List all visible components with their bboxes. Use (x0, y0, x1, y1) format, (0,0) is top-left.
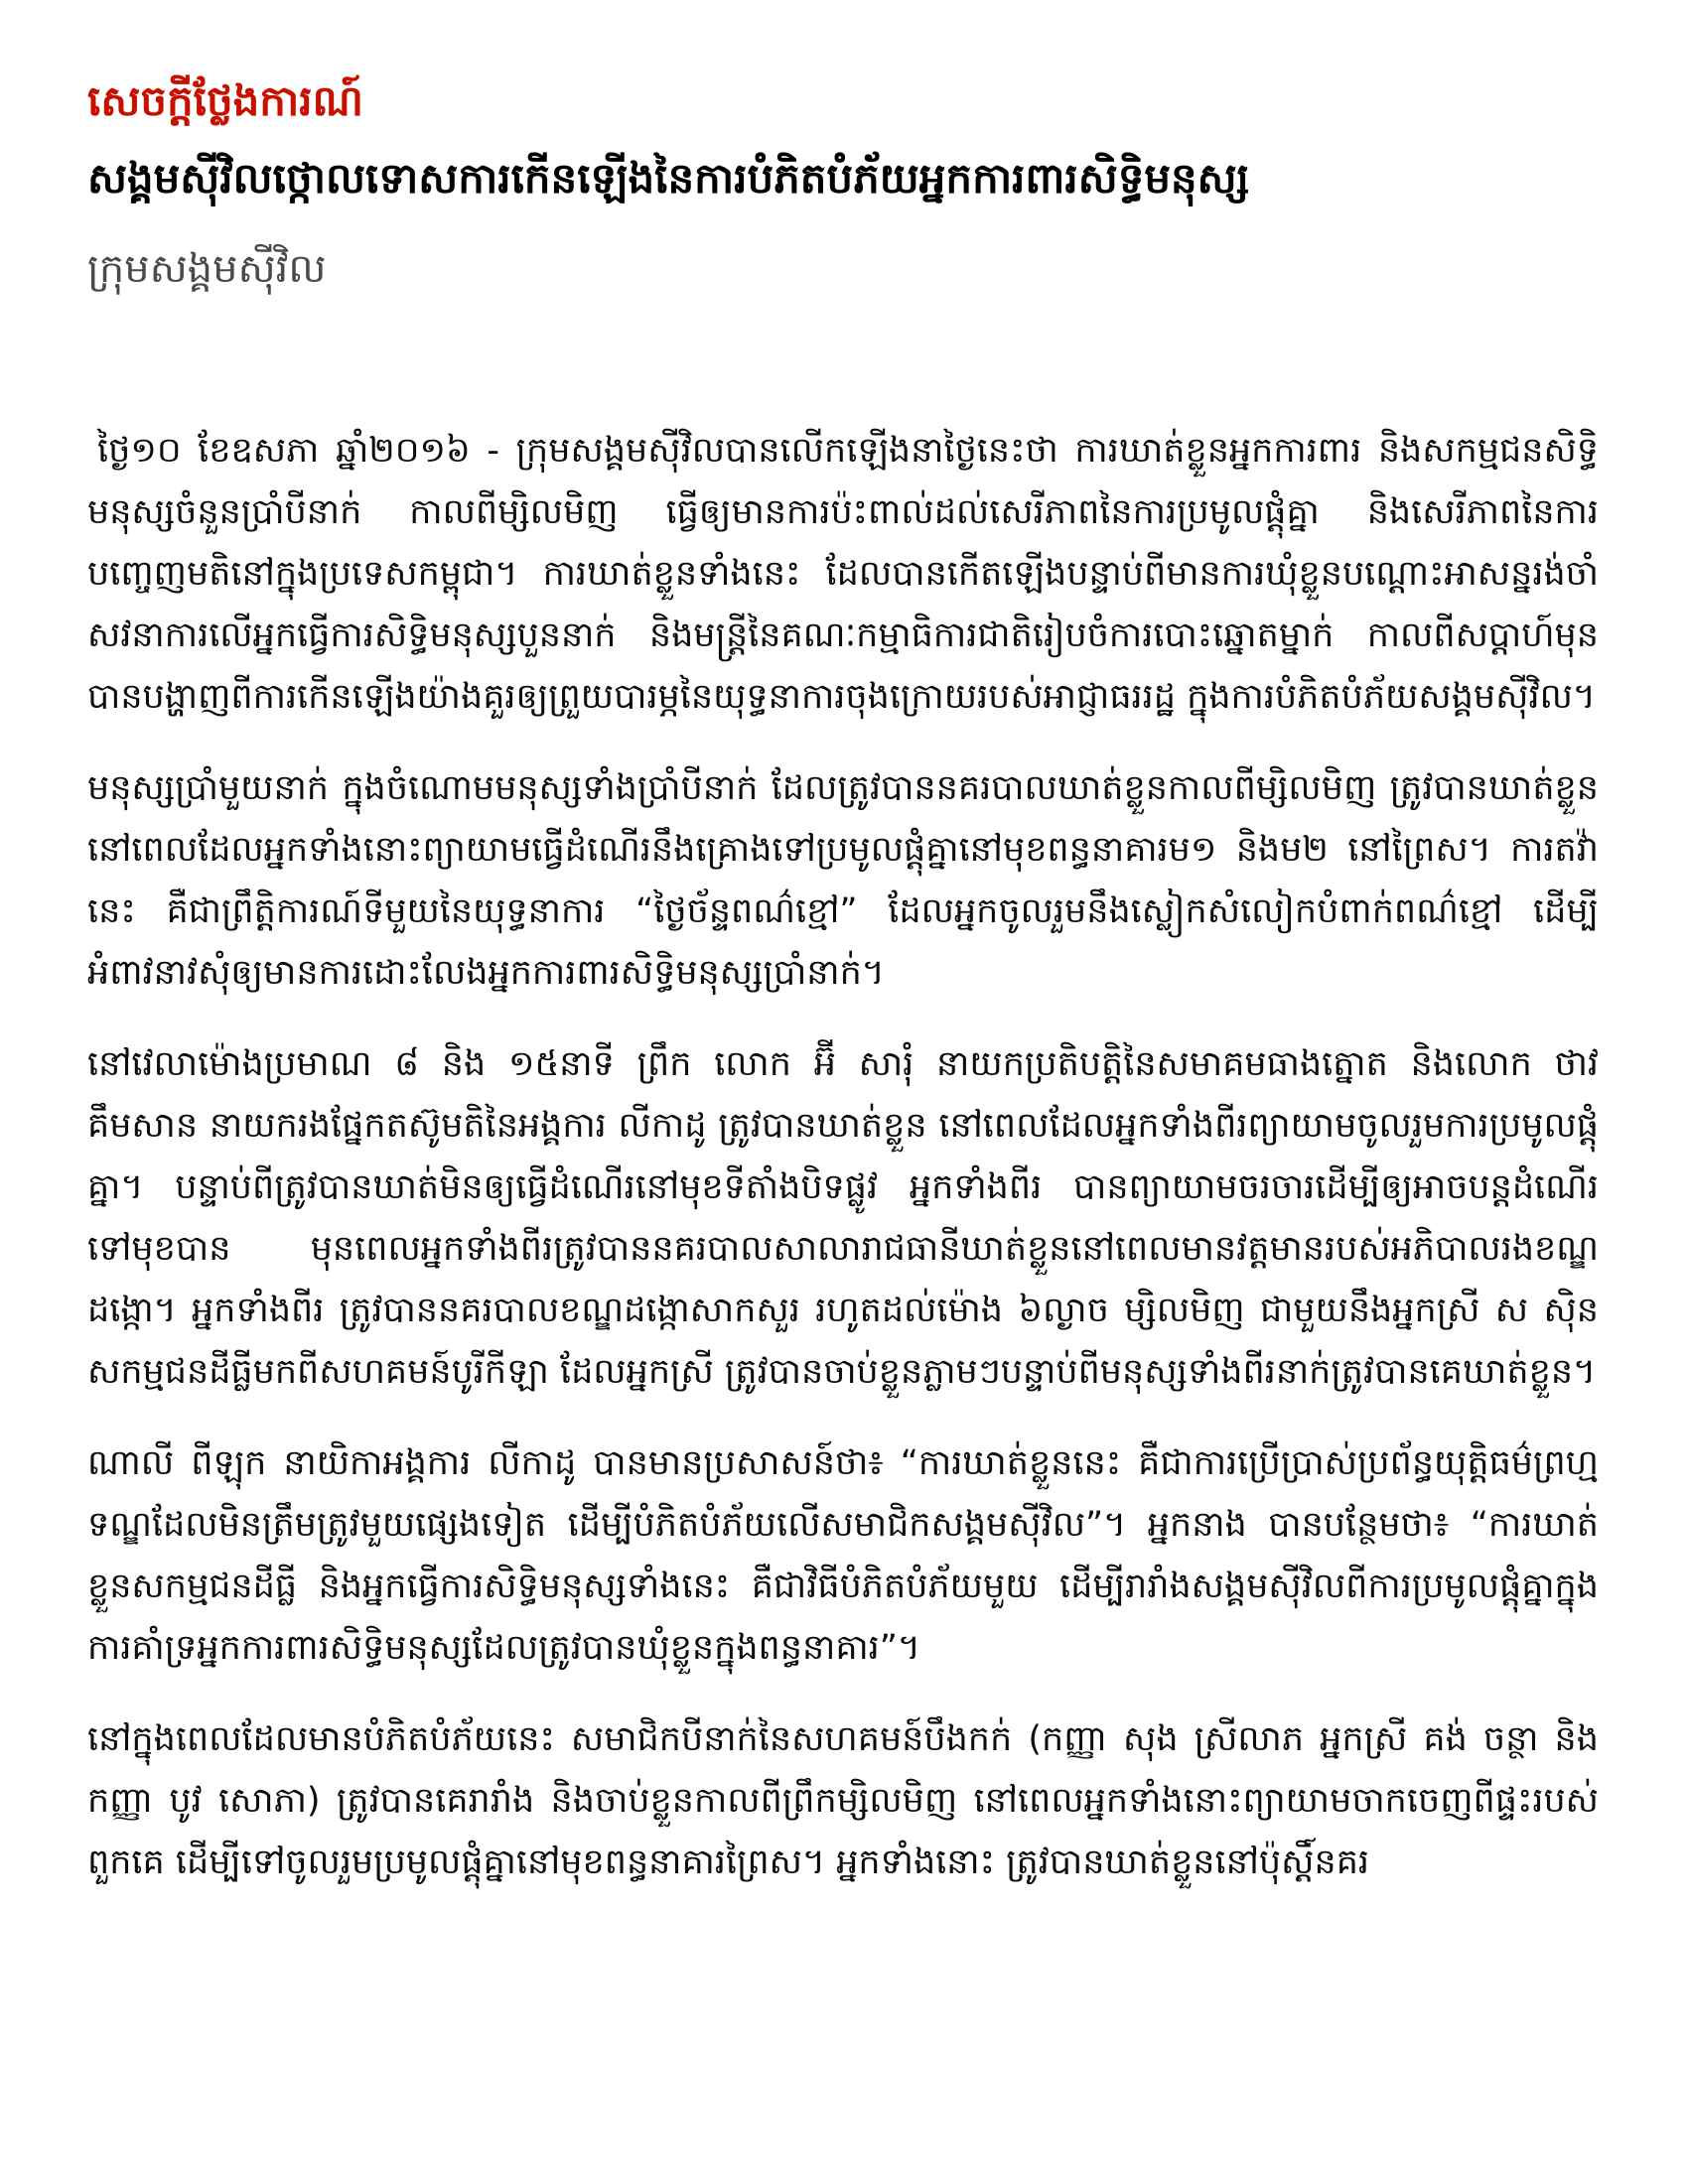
statement-kicker: សេចក្តីថ្លែងការណ៍ (87, 76, 363, 125)
article-body (87, 420, 1599, 1893)
paragraph-arrests: មនុស្សប្រាំមួយនាក់ ក្នុងចំណោមមនុស្សទាំងប្រាំបីនាក់ ដែលត្រូវបាននគរបាលឃាត់ខ្លួនកាលពីម្សិលមិញ ត្រូវបានឃាត់ខ្លួន នៅពេលដែលអ្នកទាំងនោះព្យាយាមធ្វើដំណើរនឹងគ្រោងទៅប្រមូលផ្តុំគ្នានៅមុខពន្ធនាគារម១ និងម២ នៅព្រៃស។ ការតវ៉ានេះ គឺជាព្រឹត្តិការណ៍ទីមួយនៃយុទ្ធនាការ “ថ្ងៃច័ន្ទពណ៌ខ្មៅ” ដែលអ្នកចូលរួមនឹងស្លៀកសំលៀកបំពាក់ពណ៌ខ្មៅ ដើម្បីអំពាវនាវសុំឲ្យមានការដោះលែងអ្នកការពារសិទ្ធិមនុស្សប្រាំនាក់។ (87, 768, 1599, 994)
byline: ក្រុមសង្គមស៊ីវិល (87, 246, 327, 293)
paragraph-quote: ណាលី ពីឡុក នាយិកាអង្គការ លីកាដូ បានមានប្រសាសន៍ថា៖ “ការឃាត់ខ្លួននេះ គឺជាការប្រើប្រាស់ប្រព័ន្ធយុត្តិធម៌ព្រហ្មទណ្ឌដែលមិនត្រឹមត្រូវមួយផ្សេងទៀត ដើម្បីបំភិតបំភ័យលើសមាជិកសង្គមស៊ីវិល”។ អ្នកនាង បានបន្ថែមថា៖ “ការឃាត់ខ្លួនសកម្មជនដីធ្លី និងអ្នកធ្វើការសិទ្ធិមនុស្សទាំងនេះ គឺជាវិធីបំភិតបំភ័យមួយ ដើម្បីរារាំងសង្គមស៊ីវិលពីការប្រមូលផ្តុំគ្នាក្នុងការគាំទ្រអ្នកការពារសិទ្ធិមនុស្សដែលត្រូវបានឃុំខ្លួនក្នុងពន្ធនាគារ”។ (87, 1443, 1599, 1669)
paragraph-detentions-detail: នៅវេលាម៉ោងប្រមាណ ៨ និង ១៥នាទី ព្រឹក លោក អ៊ី សារុំ នាយកប្រតិបត្តិនៃសមាគមធាងត្នោត និងលោក ថាវ គឹមសាន នាយករងផ្នែកតស៊ូមតិនៃអង្គការ លីកាដូ ត្រូវបានឃាត់ខ្លួន នៅពេលដែលអ្នកទាំងពីរព្យាយាមចូលរួមការប្រមូលផ្តុំគ្នា។ បន្ទាប់ពីត្រូវបានឃាត់មិនឲ្យធ្វើដំណើរនៅមុខទីតាំងបិទផ្លូវ អ្នកទាំងពីរ បានព្យាយាមចរចារដើម្បីឲ្យអាចបន្តដំណើរទៅមុខបាន មុនពេលអ្នកទាំងពីរត្រូវបាននគរបាលសាលារាជធានីឃាត់ខ្លួននៅពេលមានវត្តមានរបស់អភិបាលរងខណ្ឌដង្កោ។ អ្នកទាំងពីរ ត្រូវបាននគរបាលខណ្ឌដង្កោសាកសួរ រហូតដល់ម៉ោង ៦ល្ងាច ម្សិលមិញ ជាមួយនឹងអ្នកស្រី ស ស៊ិន សកម្មជនដីធ្លីមកពីសហគមន៍បូរីកីឡា ដែលអ្នកស្រី ត្រូវបានចាប់ខ្លួនភ្លាមៗបន្ទាប់ពីមនុស្សទាំងពីរនាក់ត្រូវបានគេឃាត់ខ្លួន។ (87, 1044, 1600, 1393)
paragraph-intro: ថ្ងៃ១០ ខែឧសភា ឆ្នាំ២០១៦ - ក្រុមសង្គមស៊ីវិលបានលើកឡើងនាថ្ងៃនេះថា ការឃាត់ខ្លួនអ្នកការពារ និងសកម្មជនសិទ្ធិមនុស្សចំនួនប្រាំបីនាក់ កាលពីម្សិលមិញ ធ្វើឲ្យមានការប៉ះពាល់ដល់សេរីភាពនៃការប្រមូលផ្តុំគ្នា និងសេរីភាពនៃការបញ្ចេញមតិនៅក្នុងប្រទេសកម្ពុជា។ ការឃាត់ខ្លួនទាំងនេះ ដែលបានកើតឡើងបន្ទាប់ពីមានការឃុំខ្លួនបណ្តោះអាសន្នរង់ចាំសវនាការលើអ្នកធ្វើការសិទ្ធិមនុស្សបួននាក់ និងមន្ត្រីនៃគណៈកម្មាធិការជាតិរៀបចំការបោះឆ្នោតម្នាក់ កាលពីសប្តាហ៍មុន បានបង្ហាញពីការកើនឡើងយ៉ាងគួរឲ្យព្រួយបារម្ភនៃយុទ្ធនាការចុងក្រោយរបស់អាជ្ញាធររដ្ឋ ក្នុងការបំភិតបំភ័យសង្គមស៊ីវិល។ (87, 431, 1599, 718)
paragraph-community-members: នៅក្នុងពេលដែលមានបំភិតបំភ័យនេះ សមាជិកបីនាក់នៃសហគមន៍បឹងកក់ (កញ្ញា សុង ស្រីលាភ អ្នកស្រី គង់ ចន្ថា និងកញ្ញា បូវ សោភា) ត្រូវបានគេរារាំង និងចាប់ខ្លួនកាលពីព្រឹកម្សិលមិញ នៅពេលអ្នកទាំងនោះព្យាយាមចាកចេញពីផ្ទះរបស់ពួកគេ ដើម្បីទៅចូលរួមប្រមូលផ្តុំគ្នានៅមុខពន្ធនាគារព្រៃស។ អ្នកទាំងនោះ ត្រូវបានឃាត់ខ្លួននៅប៉ុស្តិ៍នគរ (87, 1719, 1599, 1883)
page-title: សង្គមស៊ីវិលថ្កោលទោសការកើនឡើងនៃការបំភិតបំភ័យអ្នកការពារសិទ្ធិមនុស្ស (87, 153, 1250, 203)
